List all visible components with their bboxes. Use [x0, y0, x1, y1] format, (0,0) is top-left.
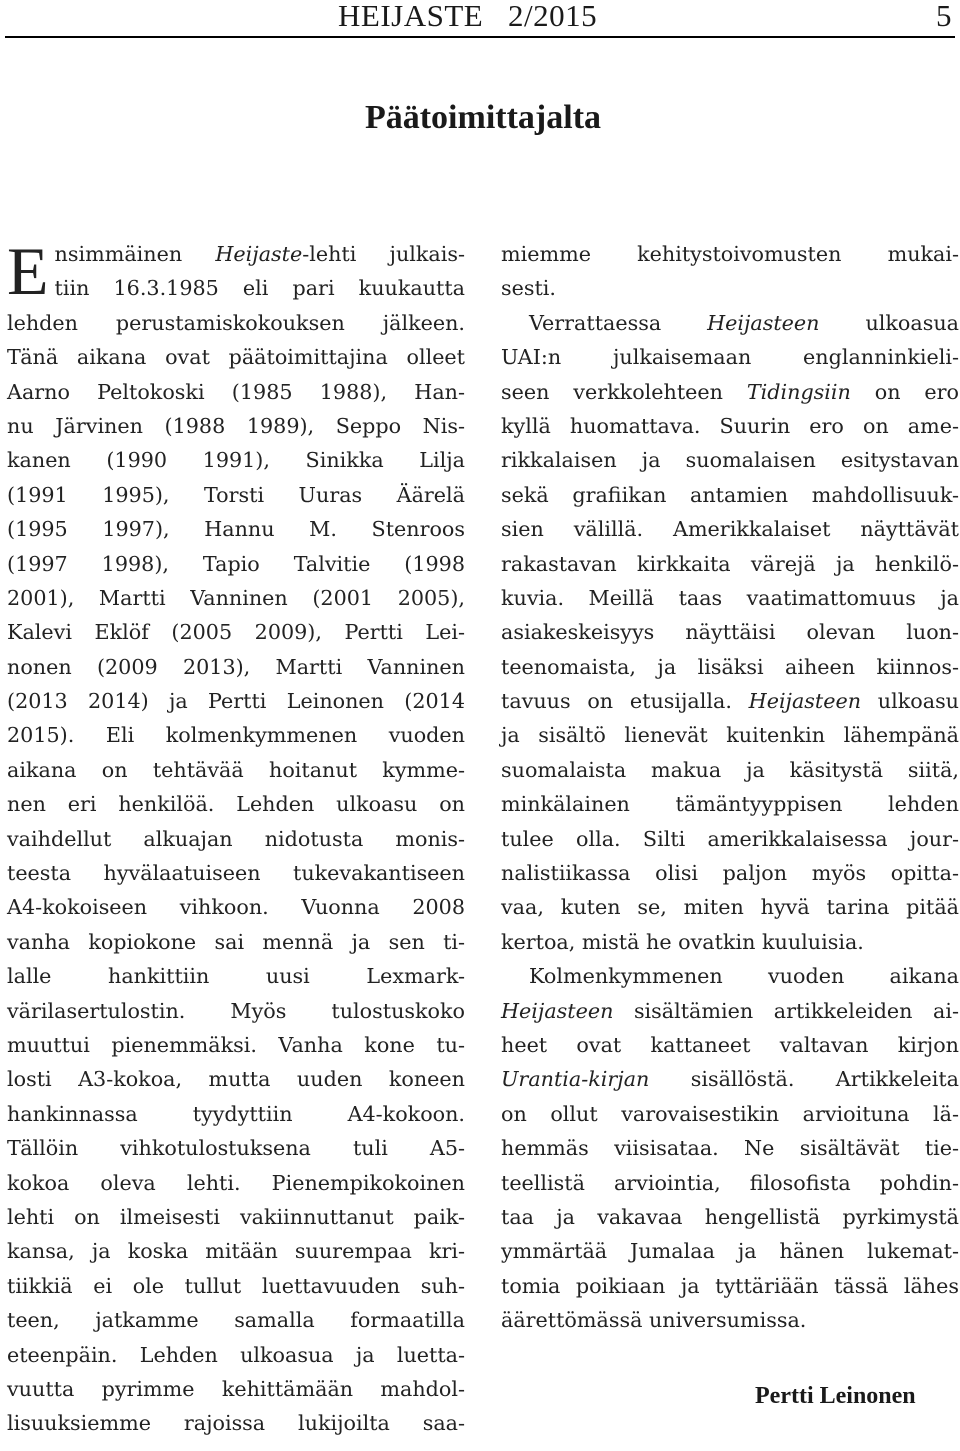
- text-line: on ollut varovaisestikin arvioituna lä-: [501, 1101, 959, 1126]
- text-line: vaa, kuten se, miten hyvä tarina pitää: [501, 895, 959, 920]
- text-line: lalle hankittiin uusi Lexmark-: [7, 964, 465, 989]
- text-line: äärettömässä universumissa.: [501, 1308, 807, 1333]
- page-number: 5: [936, 0, 952, 33]
- text-line: muuttui pienemmäksi. Vanha kone tu-: [7, 1032, 465, 1057]
- text-line: vanha kopiokone sai mennä ja sen ti-: [7, 929, 465, 954]
- header-rule: [5, 36, 955, 38]
- text-line: minkälainen tämäntyyppisen lehden: [501, 792, 959, 817]
- text-line: Tällöin vihkotulostuksena tuli A5-: [7, 1136, 465, 1161]
- text-line: kertoa, mistä he ovatkin kuuluisia.: [501, 929, 864, 954]
- text-line: ymmärtää Jumalaa ja hänen lukemat-: [501, 1239, 959, 1264]
- text-line: kokoa oleva lehti. Pienempikokoinen: [7, 1170, 465, 1195]
- text-line: teesta hyvälaatuiseen tukevakantiseen: [7, 861, 465, 886]
- text-line: tiin 16.3.1985 eli pari kuukautta: [54, 276, 465, 301]
- text-line: heet ovat kattaneet valtavan kirjon: [501, 1032, 959, 1057]
- text-line: asiakeskeisyys näyttäisi olevan luon-: [501, 620, 959, 645]
- running-header: [0, 0, 960, 34]
- text-line: hankinnassa tyydyttiin A4-kokoon.: [7, 1101, 465, 1126]
- text-line: ja sisältö lienevät kuitenkin lähempänä: [501, 723, 959, 748]
- text-line: aikana on tehtävää hoitanut kymme-: [7, 757, 465, 782]
- text-line: Tänä aikana ovat päätoimittajina olleet: [7, 345, 465, 370]
- text-line: kanen (1990 1991), Sinikka Lilja: [7, 448, 465, 473]
- text-line: losti A3-kokoa, mutta uuden koneen: [7, 1067, 465, 1092]
- text-line: kansa, ja koska mitään suurempaa kri-: [7, 1239, 465, 1264]
- text-line: kuvia. Meillä taas vaatimattomuus ja: [501, 585, 959, 610]
- text-line: värilasertulostin. Myös tulostuskoko: [7, 998, 465, 1023]
- text-line: tiikkiä ei ole tullut luettavuuden suh-: [7, 1273, 465, 1298]
- text-line: rikkalaisen ja suomalaisen esitystavan: [501, 448, 959, 473]
- text-line: (1995 1997), Hannu M. Stenroos: [7, 517, 465, 542]
- text-line: miemme kehitystoivomusten mukai-: [501, 242, 959, 266]
- text-line: suomalaista makua ja käsitystä siitä,: [501, 757, 959, 782]
- text-line: teen, jatkamme samalla formaatilla: [7, 1308, 465, 1333]
- text-line: sien välillä. Amerikkalaiset näyttävät: [501, 517, 959, 542]
- text-line: (1997 1998), Tapio Talvitie (1998: [7, 551, 465, 576]
- text-line: nu Järvinen (1988 1989), Seppo Nis-: [7, 413, 465, 438]
- text-line: A4-kokoiseen vihkoon. Vuonna 2008: [7, 895, 465, 920]
- text-line: kyllä huomattava. Suurin ero on ame-: [501, 413, 959, 438]
- text-line: Heijasteen sisältämien artikkeleiden ai-: [501, 998, 959, 1023]
- text-line: eteenpäin. Lehden ulkoasua ja luetta-: [7, 1342, 465, 1367]
- text-line: seen verkkolehteen Tidingsiin on ero: [501, 379, 959, 404]
- text-line: nsimmäinen Heijaste-lehti julkais-: [54, 242, 465, 266]
- text-line: teenomaista, ja lisäksi aiheen kiinnos-: [501, 654, 959, 679]
- text-line: 2001), Martti Vanninen (2001 2005),: [7, 585, 465, 610]
- text-line: Aarno Peltokoski (1985 1988), Han-: [7, 379, 465, 404]
- text-line: nen eri henkilöä. Lehden ulkoasu on: [7, 792, 465, 817]
- text-line: vuutta pyrimme kehittämään mahdol-: [7, 1376, 465, 1401]
- text-line: Kolmenkymmenen vuoden aikana: [529, 964, 959, 989]
- right-column: [501, 237, 959, 1338]
- text-line: (2013 2014) ja Pertti Leinonen (2014: [7, 689, 465, 714]
- text-line: tavuus on etusijalla. Heijasteen ulkoasu: [501, 689, 960, 714]
- text-line: lehden perustamiskokouksen jälkeen.: [7, 310, 465, 335]
- text-line: vaihdellut alkuajan nidotusta monis-: [7, 826, 465, 851]
- section-title: Päätoimittajalta: [364, 99, 602, 136]
- text-line: 2015). Eli kolmenkymmenen vuoden: [7, 723, 465, 748]
- text-line: sekä grafiikan antamien mahdollisuuk-: [501, 482, 959, 507]
- text-line: taa ja vakavaa hengellistä pyrkimystä: [501, 1204, 959, 1229]
- text-line: UAI:n julkaisemaan englanninkieli-: [501, 345, 959, 370]
- text-line: nonen (2009 2013), Martti Vanninen: [7, 654, 465, 679]
- publication-title: HEIJASTE 2/2015: [338, 0, 598, 33]
- text-line: nalistiikassa olisi paljon myös opitta-: [501, 861, 959, 886]
- drop-cap: E: [7, 233, 49, 309]
- text-line: tomia poikiaan ja tyttäriään tässä lähes: [501, 1273, 959, 1298]
- text-line: lisuuksiemme rajoissa lukijoilta saa-: [7, 1411, 465, 1436]
- text-line: Kalevi Eklöf (2005 2009), Pertti Lei-: [7, 620, 465, 645]
- left-column: [7, 233, 465, 1441]
- text-line: teellistä arviointia, filosofista pohdin-: [501, 1170, 959, 1195]
- text-line: Urantia-kirjan sisällöstä. Artikkeleita: [501, 1067, 959, 1092]
- text-line: tulee olla. Silti amerikkalaisessa jour-: [501, 826, 959, 851]
- text-line: sesti.: [501, 276, 556, 301]
- text-line: (1991 1995), Torsti Uuras Äärelä: [7, 482, 465, 507]
- text-line: hemmäs viisisataa. Ne sisältävät tie-: [501, 1136, 959, 1161]
- text-line: Verrattaessa Heijasteen ulkoasua: [529, 310, 959, 335]
- text-line: lehti on ilmeisesti vakiinnuttanut paik-: [7, 1204, 465, 1229]
- author-signature: Pertti Leinonen: [755, 1383, 916, 1409]
- text-line: rakastavan kirkkaita värejä ja henkilö-: [501, 551, 959, 576]
